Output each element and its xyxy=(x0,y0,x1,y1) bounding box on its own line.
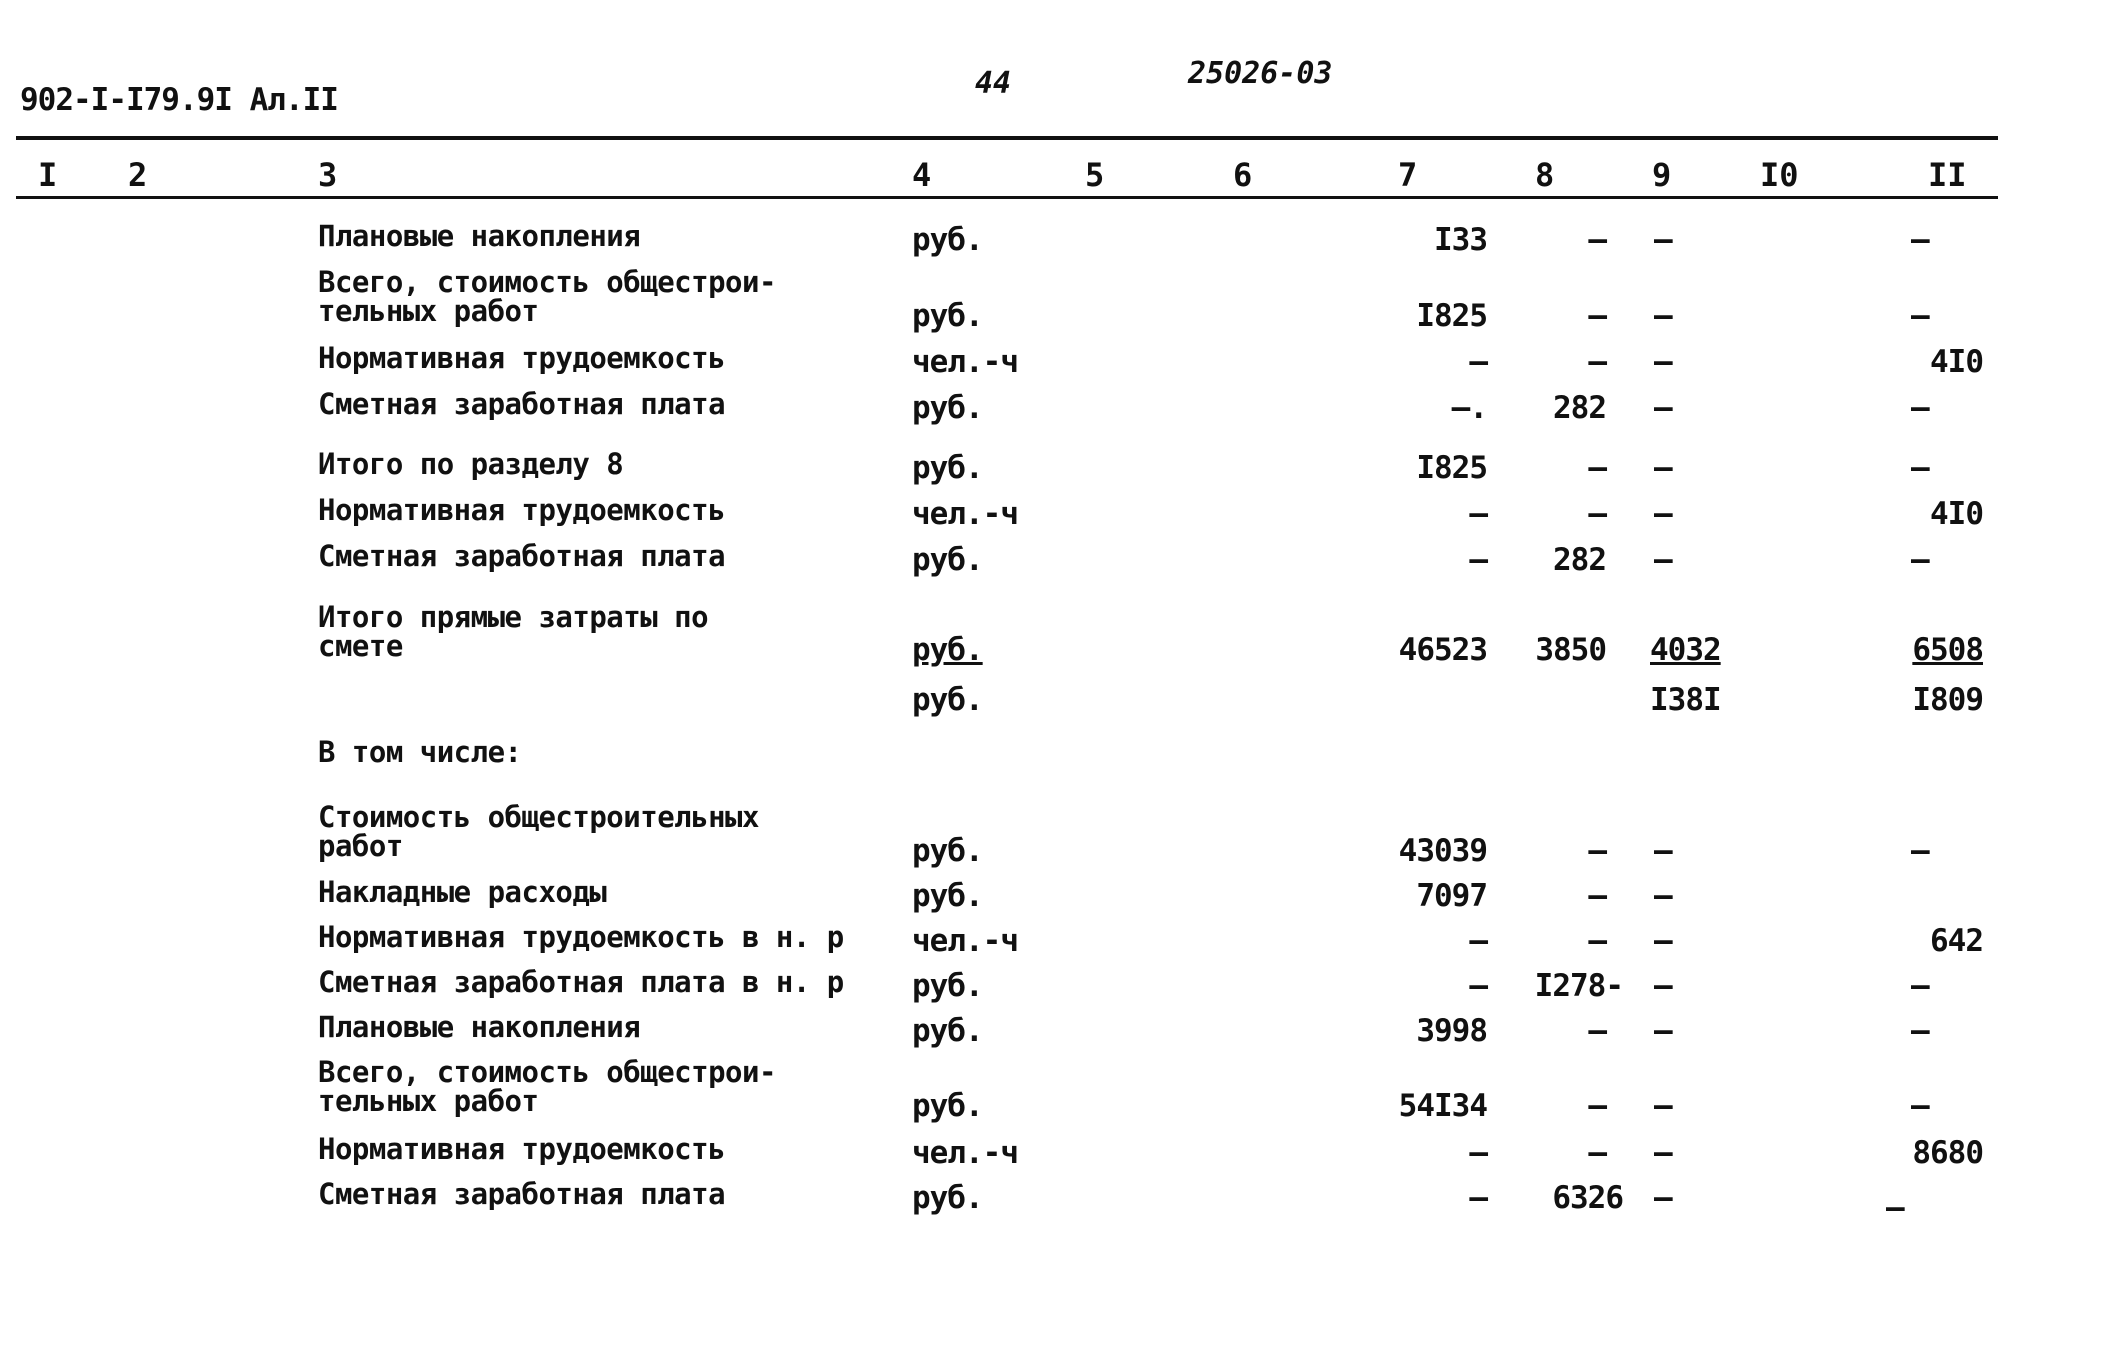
row-col8-value: – xyxy=(1588,450,1606,486)
column-number: 2 xyxy=(128,156,148,194)
row-col8-value: – xyxy=(1588,222,1606,258)
column-number: I xyxy=(38,156,58,194)
row-unit: руб. xyxy=(912,833,983,869)
row-col7-value: I825 xyxy=(1416,450,1487,486)
row-unit: руб. xyxy=(912,390,983,426)
column-number: 7 xyxy=(1398,156,1418,194)
row-unit: руб. xyxy=(912,682,983,718)
row-col9-value: – xyxy=(1654,344,1672,380)
row-col9-value: I38I xyxy=(1650,682,1721,718)
row-unit: руб. xyxy=(912,1180,983,1216)
row-col8-value: – xyxy=(1588,298,1606,334)
row-description: Накладные расходы xyxy=(318,875,607,909)
row-col8-value: 6326 xyxy=(1552,1180,1623,1216)
row-col7-value: 54I34 xyxy=(1398,1088,1487,1124)
row-col8-value: – xyxy=(1588,1135,1606,1171)
row-col11-value: 642 xyxy=(1930,923,1983,959)
row-col8-value: – xyxy=(1588,344,1606,380)
column-number: 4 xyxy=(912,156,932,194)
row-col9-value: – xyxy=(1654,1180,1672,1216)
row-description: В том числе: xyxy=(318,735,522,769)
row-description: Нормативная трудоемкость xyxy=(318,341,726,375)
row-col9-value: – xyxy=(1654,298,1672,334)
row-col9-value: – xyxy=(1654,968,1672,1004)
row-col11-value: – xyxy=(1911,1088,1929,1124)
row-col7-value: 43039 xyxy=(1398,833,1487,869)
column-number: 3 xyxy=(318,156,338,194)
row-col9-value: – xyxy=(1654,1013,1672,1049)
column-number: 5 xyxy=(1085,156,1105,194)
column-number: 9 xyxy=(1652,156,1672,194)
row-description: Нормативная трудоемкость в н. р xyxy=(318,920,844,954)
row-col11-value: – xyxy=(1911,390,1929,426)
header-top-rule xyxy=(16,136,1998,140)
row-col7-value: – xyxy=(1469,1135,1487,1171)
row-col7-value: – xyxy=(1469,968,1487,1004)
row-col8-value: – xyxy=(1588,923,1606,959)
row-col11-value: I809 xyxy=(1912,682,1983,718)
row-col8-value: 282 xyxy=(1553,390,1606,426)
row-col9-value: – xyxy=(1654,1135,1672,1171)
row-unit: руб. xyxy=(912,878,983,914)
row-col9-value: – xyxy=(1654,1088,1672,1124)
column-number: 6 xyxy=(1233,156,1253,194)
row-unit: руб. xyxy=(912,1088,983,1124)
row-col7-value: 3998 xyxy=(1416,1013,1487,1049)
row-col7-value: 7097 xyxy=(1416,878,1487,914)
row-col8-value: – xyxy=(1588,1088,1606,1124)
row-col7-value: – xyxy=(1469,542,1487,578)
row-unit: руб. xyxy=(912,542,983,578)
row-description: Итого по разделу 8 xyxy=(318,447,624,481)
row-description: Нормативная трудоемкость xyxy=(318,1132,726,1166)
row-description: Итого прямые затраты по смете xyxy=(318,600,709,663)
row-col11-value: – xyxy=(1911,1013,1929,1049)
row-col9-value: – xyxy=(1654,833,1672,869)
header-bottom-rule xyxy=(16,196,1998,199)
row-unit: чел.-ч xyxy=(912,1135,1018,1171)
column-number: I0 xyxy=(1760,156,1799,194)
row-col8-value: – xyxy=(1588,1013,1606,1049)
row-col11-value: 8680 xyxy=(1912,1135,1983,1171)
row-col7-value: 46523 xyxy=(1398,632,1487,668)
page-number: 44 xyxy=(975,66,1012,101)
row-col7-value: – xyxy=(1469,1180,1487,1216)
column-number: 8 xyxy=(1535,156,1555,194)
document-code: 902-I-I79.9I Ал.II xyxy=(20,82,338,118)
row-col9-value: – xyxy=(1654,878,1672,914)
row-col11-value: 6508 xyxy=(1912,632,1983,668)
row-col11-value: – xyxy=(1886,1190,1904,1226)
row-col8-value: – xyxy=(1588,878,1606,914)
row-unit: руб. xyxy=(912,1013,983,1049)
row-unit: руб. xyxy=(912,450,983,486)
row-col11-value: – xyxy=(1911,298,1929,334)
row-description: Всего, стоимость общестрои- тельных работ xyxy=(318,1055,776,1118)
row-col9-value: – xyxy=(1654,542,1672,578)
row-description: Сметная заработная плата xyxy=(318,1177,726,1211)
row-unit: руб. xyxy=(912,298,983,334)
row-col11-value: – xyxy=(1911,222,1929,258)
row-col11-value: – xyxy=(1911,968,1929,1004)
row-col11-value: 4I0 xyxy=(1930,496,1983,532)
row-description: Стоимость общестроительных работ xyxy=(318,800,759,863)
row-col11-value: – xyxy=(1911,833,1929,869)
row-unit: чел.-ч xyxy=(912,496,1018,532)
row-description: Плановые накопления xyxy=(318,1010,641,1044)
row-unit: руб. xyxy=(912,632,983,668)
row-col8-value: 3850 xyxy=(1535,632,1606,668)
row-col9-value: – xyxy=(1654,222,1672,258)
row-col8-value: – xyxy=(1588,496,1606,532)
row-description: Сметная заработная плата xyxy=(318,387,726,421)
row-col11-value: 4I0 xyxy=(1930,344,1983,380)
row-description: Сметная заработная плата xyxy=(318,539,726,573)
row-col11-value: – xyxy=(1911,542,1929,578)
inventory-number: 25026-03 xyxy=(1188,56,1333,91)
row-col7-value: – xyxy=(1469,923,1487,959)
row-col9-value: – xyxy=(1654,450,1672,486)
row-description: Всего, стоимость общестрои- тельных работ xyxy=(318,265,776,328)
row-col9-value: – xyxy=(1654,496,1672,532)
row-description: Нормативная трудоемкость xyxy=(318,493,726,527)
row-col9-value: – xyxy=(1654,923,1672,959)
row-unit: руб. xyxy=(912,968,983,1004)
row-col8-value: I278- xyxy=(1534,968,1623,1004)
row-unit: чел.-ч xyxy=(912,923,1018,959)
row-col7-value: – xyxy=(1469,496,1487,532)
row-col7-value: –. xyxy=(1451,390,1487,426)
row-col7-value: I825 xyxy=(1416,298,1487,334)
column-number: II xyxy=(1928,156,1967,194)
row-col7-value: – xyxy=(1469,344,1487,380)
row-col7-value: I33 xyxy=(1434,222,1487,258)
row-unit: руб. xyxy=(912,222,983,258)
row-col9-value: 4032 xyxy=(1650,632,1721,668)
row-unit: чел.-ч xyxy=(912,344,1018,380)
row-col8-value: 282 xyxy=(1553,542,1606,578)
row-description: Плановые накопления xyxy=(318,219,641,253)
row-col9-value: – xyxy=(1654,390,1672,426)
row-col11-value: – xyxy=(1911,450,1929,486)
row-col8-value: – xyxy=(1588,833,1606,869)
row-description: Сметная заработная плата в н. р xyxy=(318,965,844,999)
